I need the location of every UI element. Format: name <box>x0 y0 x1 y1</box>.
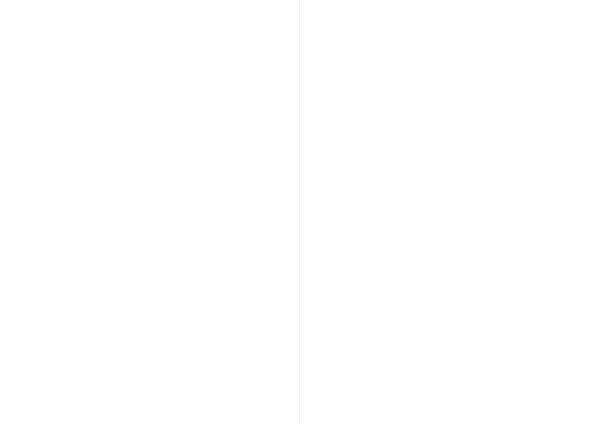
page-gutter <box>299 0 300 424</box>
right-page <box>318 10 576 414</box>
right-page-text <box>318 10 576 390</box>
left-page <box>24 10 282 414</box>
left-page-text <box>24 10 282 390</box>
